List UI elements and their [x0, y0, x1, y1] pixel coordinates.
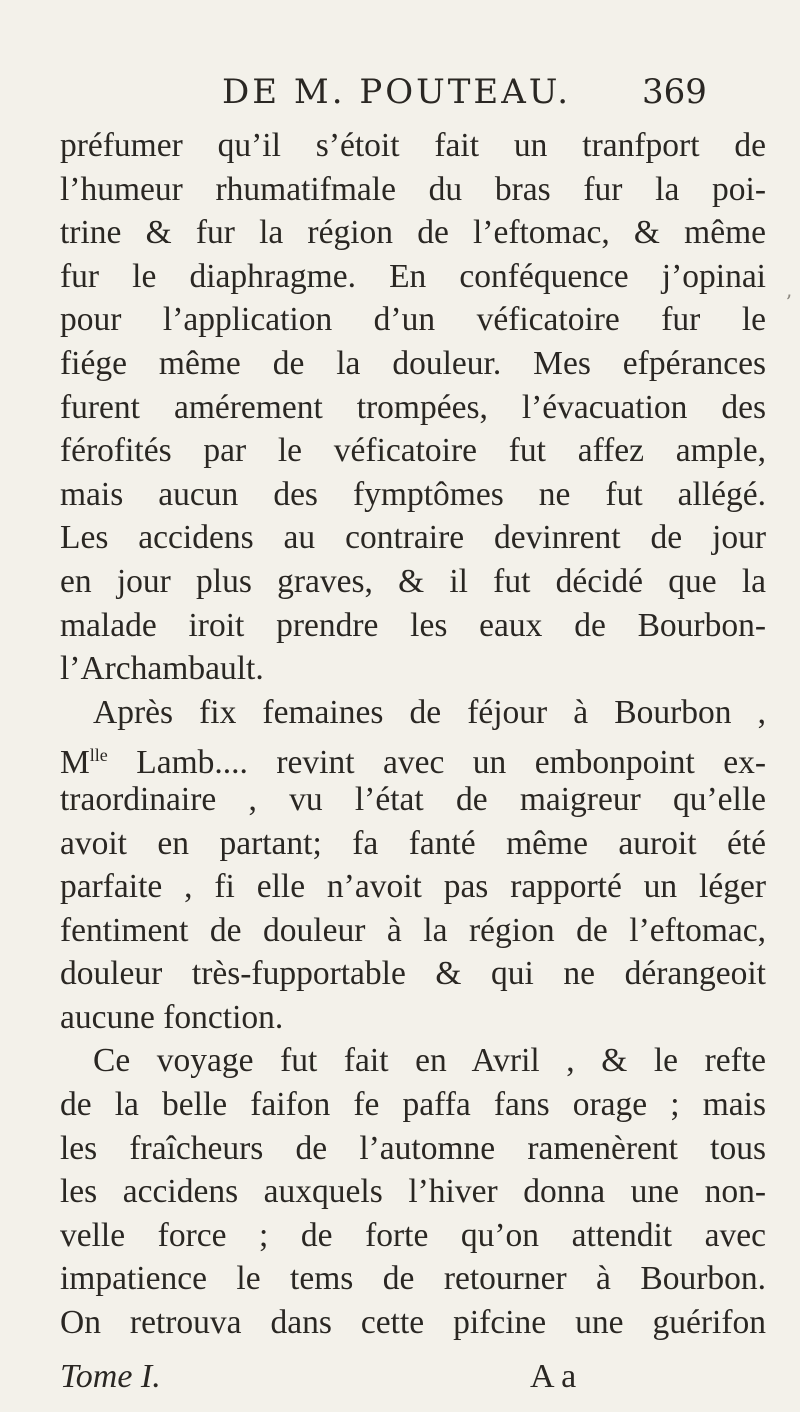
person-name: Lamb.... — [107, 744, 248, 782]
text-line-7: furent amérement trompées, l’évacuation des — [60, 388, 766, 426]
page-header — [0, 64, 800, 114]
title-abbrev-superscript: lle — [89, 745, 108, 766]
title-abbrev-letter: M — [60, 744, 90, 782]
text-line-22: Ce voyage fut fait en Avril , & le refte — [93, 1042, 766, 1080]
page-number: 369 — [642, 72, 707, 112]
text-line-21: aucune fonction. — [60, 998, 284, 1036]
text-line-5: pour l’application d’un véficatoire fur le — [60, 301, 766, 339]
text-line-4: fur le diaphragme. En conféquence j’opinai — [60, 257, 766, 295]
volume-signature: Tome I. — [60, 1358, 161, 1395]
running-title: DE M. POUTEAU. — [222, 72, 572, 112]
text-line-26: velle force ; de forte qu’on attendit avec — [60, 1216, 766, 1254]
text-line-20: douleur très-fupportable & qui ne dérangeoit — [60, 955, 766, 993]
text-line-12: malade iroit prendre les eaux de Bourbon- — [60, 606, 766, 644]
text-line-9: mais aucun des fymptômes ne fut allégé. — [60, 475, 766, 513]
text-line-25: les accidens auxquels l’hiver donna une non- — [60, 1173, 766, 1211]
title-abbrev — [60, 744, 248, 781]
page-footer — [0, 1358, 800, 1402]
text-line-15 — [60, 734, 767, 782]
text-line-17: avoit en partant; fa fanté même auroit été — [60, 824, 766, 862]
text-line-2: l’humeur rhumatifmale du bras fur la poi- — [60, 170, 766, 208]
text-line-18: parfaite , fi elle n’avoit pas rapporté un léger — [60, 868, 766, 906]
margin-mark: ʼ — [785, 290, 792, 314]
text-line-3: trine & fur la région de l’eftomac, & même — [60, 214, 766, 252]
text-line-28: On retrouva dans cette pifcine une guérifon — [60, 1304, 766, 1342]
text-line-8: férofités par le véficatoire fut affez ample, — [60, 432, 766, 470]
text-line-19: fentiment de douleur à la région de l’eftomac, — [60, 911, 766, 949]
text-line-14: Après fix femaines de féjour à Bourbon , — [93, 693, 766, 731]
text-line-6: fiége même de la douleur. Mes efpérances — [60, 344, 766, 382]
text-line-15-rest: revint avec un embonpoint ex- — [276, 744, 767, 782]
body-text — [60, 124, 766, 1345]
text-line-16: traordinaire , vu l’état de maigreur qu’elle — [60, 780, 766, 818]
text-line-24: les fraîcheurs de l’automne ramenèrent tous — [60, 1129, 766, 1167]
text-line-11: en jour plus graves, & il fut décidé que la — [60, 562, 766, 600]
text-line-27: impatience le tems de retourner à Bourbon. — [60, 1260, 766, 1298]
text-line-23: de la belle faifon fe paffa fans orage ; mais — [60, 1086, 766, 1124]
text-line-1: préfumer qu’il s’étoit fait un tranfport de — [60, 127, 766, 164]
text-line-13: l’Archambault. — [60, 650, 264, 688]
printer-signature-mark: A a — [530, 1358, 577, 1395]
text-line-10: Les accidens au contraire devinrent de jour — [60, 519, 766, 557]
